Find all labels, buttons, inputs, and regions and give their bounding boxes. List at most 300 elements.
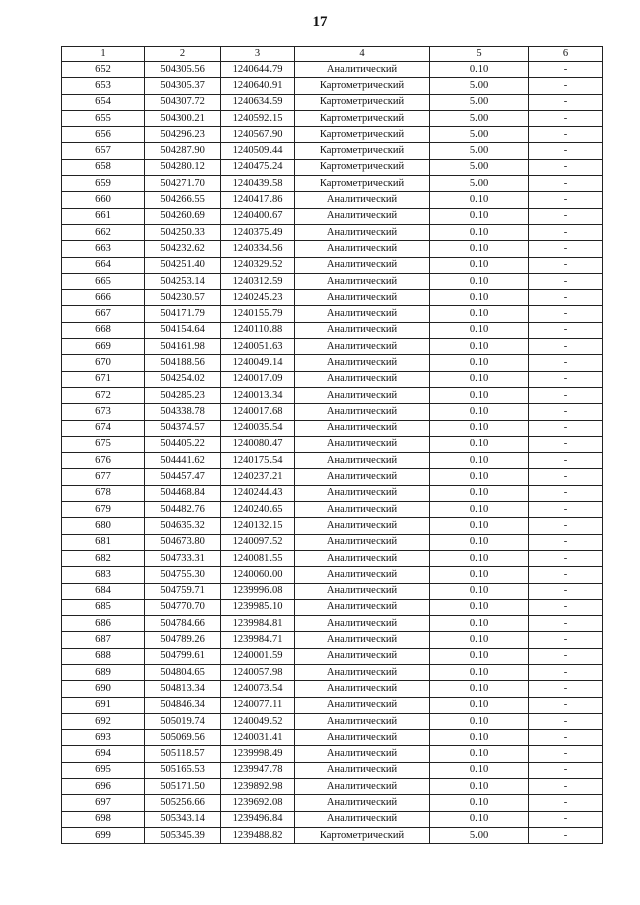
table-row bbox=[62, 306, 603, 322]
accuracy-cell: 0.10 bbox=[430, 730, 529, 746]
point-number-cell: 675 bbox=[62, 436, 145, 452]
point-number-cell: 680 bbox=[62, 518, 145, 534]
point-number-cell: 679 bbox=[62, 502, 145, 518]
note-cell: - bbox=[529, 339, 603, 355]
table-row bbox=[62, 599, 603, 615]
method-cell: Аналитический bbox=[295, 795, 430, 811]
x-coordinate-cell: 505069.56 bbox=[145, 730, 221, 746]
note-cell: - bbox=[529, 436, 603, 452]
x-coordinate-cell: 504254.02 bbox=[145, 371, 221, 387]
accuracy-cell: 0.10 bbox=[430, 371, 529, 387]
note-cell: - bbox=[529, 534, 603, 550]
y-coordinate-cell: 1240017.09 bbox=[221, 371, 295, 387]
accuracy-cell: 0.10 bbox=[430, 779, 529, 795]
point-number-cell: 659 bbox=[62, 176, 145, 192]
table-row bbox=[62, 713, 603, 729]
point-number-cell: 658 bbox=[62, 159, 145, 175]
y-coordinate-cell: 1240634.59 bbox=[221, 94, 295, 110]
table-row bbox=[62, 697, 603, 713]
method-cell: Аналитический bbox=[295, 436, 430, 452]
method-cell: Аналитический bbox=[295, 371, 430, 387]
y-coordinate-cell: 1240240.65 bbox=[221, 502, 295, 518]
note-cell: - bbox=[529, 159, 603, 175]
x-coordinate-cell: 504733.31 bbox=[145, 550, 221, 566]
x-coordinate-cell: 504789.26 bbox=[145, 632, 221, 648]
method-cell: Аналитический bbox=[295, 208, 430, 224]
table-row bbox=[62, 762, 603, 778]
accuracy-cell: 0.10 bbox=[430, 534, 529, 550]
note-cell: - bbox=[529, 648, 603, 664]
table-row bbox=[62, 371, 603, 387]
table-body bbox=[62, 62, 603, 844]
x-coordinate-cell: 504285.23 bbox=[145, 387, 221, 403]
x-coordinate-cell: 504784.66 bbox=[145, 616, 221, 632]
table-row bbox=[62, 469, 603, 485]
x-coordinate-cell: 504250.33 bbox=[145, 224, 221, 240]
method-cell: Картометрический bbox=[295, 143, 430, 159]
note-cell: - bbox=[529, 567, 603, 583]
method-cell: Аналитический bbox=[295, 339, 430, 355]
note-cell: - bbox=[529, 387, 603, 403]
accuracy-cell: 5.00 bbox=[430, 827, 529, 843]
y-coordinate-cell: 1240245.23 bbox=[221, 290, 295, 306]
accuracy-cell: 0.10 bbox=[430, 583, 529, 599]
method-cell: Аналитический bbox=[295, 599, 430, 615]
accuracy-cell: 0.10 bbox=[430, 681, 529, 697]
y-coordinate-cell: 1240640.91 bbox=[221, 78, 295, 94]
point-number-cell: 660 bbox=[62, 192, 145, 208]
table-row bbox=[62, 730, 603, 746]
y-coordinate-cell: 1240475.24 bbox=[221, 159, 295, 175]
table-row bbox=[62, 616, 603, 632]
y-coordinate-cell: 1239892.98 bbox=[221, 779, 295, 795]
accuracy-cell: 0.10 bbox=[430, 518, 529, 534]
x-coordinate-cell: 504635.32 bbox=[145, 518, 221, 534]
note-cell: - bbox=[529, 290, 603, 306]
point-number-cell: 670 bbox=[62, 355, 145, 371]
x-coordinate-cell: 504232.62 bbox=[145, 241, 221, 257]
table-row bbox=[62, 502, 603, 518]
x-coordinate-cell: 505165.53 bbox=[145, 762, 221, 778]
y-coordinate-cell: 1240001.59 bbox=[221, 648, 295, 664]
method-cell: Аналитический bbox=[295, 518, 430, 534]
accuracy-cell: 0.10 bbox=[430, 387, 529, 403]
point-number-cell: 677 bbox=[62, 469, 145, 485]
table-row bbox=[62, 110, 603, 126]
x-coordinate-cell: 505019.74 bbox=[145, 713, 221, 729]
x-coordinate-cell: 504300.21 bbox=[145, 110, 221, 126]
table-row bbox=[62, 420, 603, 436]
method-cell: Аналитический bbox=[295, 648, 430, 664]
method-cell: Картометрический bbox=[295, 127, 430, 143]
coordinates-table bbox=[61, 46, 603, 844]
x-coordinate-cell: 504673.80 bbox=[145, 534, 221, 550]
note-cell: - bbox=[529, 469, 603, 485]
point-number-cell: 673 bbox=[62, 404, 145, 420]
table-row bbox=[62, 127, 603, 143]
y-coordinate-cell: 1240031.41 bbox=[221, 730, 295, 746]
x-coordinate-cell: 504813.34 bbox=[145, 681, 221, 697]
accuracy-cell: 5.00 bbox=[430, 143, 529, 159]
method-cell: Аналитический bbox=[295, 697, 430, 713]
y-coordinate-cell: 1240049.14 bbox=[221, 355, 295, 371]
table-row bbox=[62, 681, 603, 697]
table-row bbox=[62, 518, 603, 534]
table-row bbox=[62, 78, 603, 94]
accuracy-cell: 0.10 bbox=[430, 62, 529, 78]
accuracy-cell: 0.10 bbox=[430, 746, 529, 762]
x-coordinate-cell: 504253.14 bbox=[145, 273, 221, 289]
y-coordinate-cell: 1240417.86 bbox=[221, 192, 295, 208]
x-coordinate-cell: 505118.57 bbox=[145, 746, 221, 762]
point-number-cell: 696 bbox=[62, 779, 145, 795]
y-coordinate-cell: 1239947.78 bbox=[221, 762, 295, 778]
method-cell: Аналитический bbox=[295, 273, 430, 289]
y-coordinate-cell: 1240329.52 bbox=[221, 257, 295, 273]
table-row bbox=[62, 339, 603, 355]
note-cell: - bbox=[529, 78, 603, 94]
point-number-cell: 687 bbox=[62, 632, 145, 648]
table-header-row bbox=[62, 47, 603, 62]
method-cell: Аналитический bbox=[295, 632, 430, 648]
table-row bbox=[62, 664, 603, 680]
y-coordinate-cell: 1240334.56 bbox=[221, 241, 295, 257]
table-row bbox=[62, 648, 603, 664]
y-coordinate-cell: 1240567.90 bbox=[221, 127, 295, 143]
note-cell: - bbox=[529, 371, 603, 387]
x-coordinate-cell: 504374.57 bbox=[145, 420, 221, 436]
y-coordinate-cell: 1240081.55 bbox=[221, 550, 295, 566]
point-number-cell: 693 bbox=[62, 730, 145, 746]
x-coordinate-cell: 504271.70 bbox=[145, 176, 221, 192]
x-coordinate-cell: 505343.14 bbox=[145, 811, 221, 827]
table-row bbox=[62, 273, 603, 289]
accuracy-cell: 0.10 bbox=[430, 224, 529, 240]
accuracy-cell: 0.10 bbox=[430, 762, 529, 778]
x-coordinate-cell: 504799.61 bbox=[145, 648, 221, 664]
method-cell: Аналитический bbox=[295, 534, 430, 550]
point-number-cell: 683 bbox=[62, 567, 145, 583]
accuracy-cell: 0.10 bbox=[430, 664, 529, 680]
x-coordinate-cell: 504441.62 bbox=[145, 453, 221, 469]
point-number-cell: 671 bbox=[62, 371, 145, 387]
x-coordinate-cell: 504755.30 bbox=[145, 567, 221, 583]
method-cell: Аналитический bbox=[295, 192, 430, 208]
y-coordinate-cell: 1240439.58 bbox=[221, 176, 295, 192]
note-cell: - bbox=[529, 485, 603, 501]
y-coordinate-cell: 1239488.82 bbox=[221, 827, 295, 843]
point-number-cell: 692 bbox=[62, 713, 145, 729]
accuracy-cell: 0.10 bbox=[430, 485, 529, 501]
y-coordinate-cell: 1240051.63 bbox=[221, 339, 295, 355]
point-number-cell: 676 bbox=[62, 453, 145, 469]
y-coordinate-cell: 1240013.34 bbox=[221, 387, 295, 403]
x-coordinate-cell: 504759.71 bbox=[145, 583, 221, 599]
note-cell: - bbox=[529, 746, 603, 762]
note-cell: - bbox=[529, 779, 603, 795]
table-row bbox=[62, 192, 603, 208]
point-number-cell: 666 bbox=[62, 290, 145, 306]
method-cell: Аналитический bbox=[295, 550, 430, 566]
x-coordinate-cell: 504770.70 bbox=[145, 599, 221, 615]
accuracy-cell: 0.10 bbox=[430, 713, 529, 729]
note-cell: - bbox=[529, 664, 603, 680]
x-coordinate-cell: 504154.64 bbox=[145, 322, 221, 338]
note-cell: - bbox=[529, 616, 603, 632]
table-row bbox=[62, 143, 603, 159]
x-coordinate-cell: 504457.47 bbox=[145, 469, 221, 485]
accuracy-cell: 0.10 bbox=[430, 208, 529, 224]
x-coordinate-cell: 504188.56 bbox=[145, 355, 221, 371]
accuracy-cell: 0.10 bbox=[430, 811, 529, 827]
point-number-cell: 685 bbox=[62, 599, 145, 615]
point-number-cell: 684 bbox=[62, 583, 145, 599]
table-row bbox=[62, 176, 603, 192]
x-coordinate-cell: 504280.12 bbox=[145, 159, 221, 175]
accuracy-cell: 0.10 bbox=[430, 599, 529, 615]
point-number-cell: 690 bbox=[62, 681, 145, 697]
x-coordinate-cell: 504230.57 bbox=[145, 290, 221, 306]
accuracy-cell: 0.10 bbox=[430, 339, 529, 355]
y-coordinate-cell: 1239496.84 bbox=[221, 811, 295, 827]
x-coordinate-cell: 505345.39 bbox=[145, 827, 221, 843]
accuracy-cell: 0.10 bbox=[430, 290, 529, 306]
column-header-1: 1 bbox=[62, 47, 145, 62]
y-coordinate-cell: 1240132.15 bbox=[221, 518, 295, 534]
method-cell: Картометрический bbox=[295, 110, 430, 126]
note-cell: - bbox=[529, 453, 603, 469]
y-coordinate-cell: 1240400.67 bbox=[221, 208, 295, 224]
point-number-cell: 652 bbox=[62, 62, 145, 78]
point-number-cell: 667 bbox=[62, 306, 145, 322]
accuracy-cell: 0.10 bbox=[430, 241, 529, 257]
method-cell: Картометрический bbox=[295, 94, 430, 110]
note-cell: - bbox=[529, 110, 603, 126]
point-number-cell: 681 bbox=[62, 534, 145, 550]
y-coordinate-cell: 1240244.43 bbox=[221, 485, 295, 501]
note-cell: - bbox=[529, 827, 603, 843]
note-cell: - bbox=[529, 192, 603, 208]
y-coordinate-cell: 1240110.88 bbox=[221, 322, 295, 338]
accuracy-cell: 0.10 bbox=[430, 420, 529, 436]
x-coordinate-cell: 504846.34 bbox=[145, 697, 221, 713]
point-number-cell: 665 bbox=[62, 273, 145, 289]
note-cell: - bbox=[529, 599, 603, 615]
method-cell: Аналитический bbox=[295, 713, 430, 729]
column-header-5: 5 bbox=[430, 47, 529, 62]
column-header-3: 3 bbox=[221, 47, 295, 62]
method-cell: Аналитический bbox=[295, 62, 430, 78]
method-cell: Аналитический bbox=[295, 306, 430, 322]
note-cell: - bbox=[529, 306, 603, 322]
method-cell: Аналитический bbox=[295, 469, 430, 485]
point-number-cell: 662 bbox=[62, 224, 145, 240]
table-row bbox=[62, 550, 603, 566]
table-row bbox=[62, 387, 603, 403]
x-coordinate-cell: 504338.78 bbox=[145, 404, 221, 420]
point-number-cell: 664 bbox=[62, 257, 145, 273]
table-row bbox=[62, 567, 603, 583]
method-cell: Аналитический bbox=[295, 762, 430, 778]
accuracy-cell: 5.00 bbox=[430, 110, 529, 126]
table-row bbox=[62, 632, 603, 648]
point-number-cell: 656 bbox=[62, 127, 145, 143]
table-row bbox=[62, 534, 603, 550]
column-header-4: 4 bbox=[295, 47, 430, 62]
point-number-cell: 698 bbox=[62, 811, 145, 827]
table-row bbox=[62, 827, 603, 843]
method-cell: Аналитический bbox=[295, 404, 430, 420]
y-coordinate-cell: 1240060.00 bbox=[221, 567, 295, 583]
method-cell: Аналитический bbox=[295, 664, 430, 680]
note-cell: - bbox=[529, 550, 603, 566]
method-cell: Аналитический bbox=[295, 387, 430, 403]
accuracy-cell: 5.00 bbox=[430, 176, 529, 192]
note-cell: - bbox=[529, 355, 603, 371]
table-row bbox=[62, 159, 603, 175]
point-number-cell: 653 bbox=[62, 78, 145, 94]
x-coordinate-cell: 504804.65 bbox=[145, 664, 221, 680]
method-cell: Аналитический bbox=[295, 224, 430, 240]
table-row bbox=[62, 795, 603, 811]
y-coordinate-cell: 1240175.54 bbox=[221, 453, 295, 469]
accuracy-cell: 5.00 bbox=[430, 94, 529, 110]
accuracy-cell: 0.10 bbox=[430, 795, 529, 811]
note-cell: - bbox=[529, 322, 603, 338]
note-cell: - bbox=[529, 632, 603, 648]
accuracy-cell: 0.10 bbox=[430, 550, 529, 566]
note-cell: - bbox=[529, 257, 603, 273]
note-cell: - bbox=[529, 730, 603, 746]
method-cell: Картометрический bbox=[295, 827, 430, 843]
table-row bbox=[62, 779, 603, 795]
table-row bbox=[62, 811, 603, 827]
table-row bbox=[62, 453, 603, 469]
point-number-cell: 688 bbox=[62, 648, 145, 664]
x-coordinate-cell: 505171.50 bbox=[145, 779, 221, 795]
accuracy-cell: 5.00 bbox=[430, 127, 529, 143]
point-number-cell: 686 bbox=[62, 616, 145, 632]
accuracy-cell: 0.10 bbox=[430, 453, 529, 469]
note-cell: - bbox=[529, 176, 603, 192]
table-row bbox=[62, 208, 603, 224]
x-coordinate-cell: 504307.72 bbox=[145, 94, 221, 110]
table-row bbox=[62, 290, 603, 306]
accuracy-cell: 0.10 bbox=[430, 404, 529, 420]
point-number-cell: 661 bbox=[62, 208, 145, 224]
accuracy-cell: 0.10 bbox=[430, 192, 529, 208]
table-row bbox=[62, 583, 603, 599]
point-number-cell: 695 bbox=[62, 762, 145, 778]
method-cell: Картометрический bbox=[295, 78, 430, 94]
accuracy-cell: 0.10 bbox=[430, 567, 529, 583]
table-row bbox=[62, 322, 603, 338]
note-cell: - bbox=[529, 697, 603, 713]
accuracy-cell: 0.10 bbox=[430, 306, 529, 322]
x-coordinate-cell: 504251.40 bbox=[145, 257, 221, 273]
accuracy-cell: 0.10 bbox=[430, 616, 529, 632]
note-cell: - bbox=[529, 502, 603, 518]
point-number-cell: 689 bbox=[62, 664, 145, 680]
note-cell: - bbox=[529, 681, 603, 697]
x-coordinate-cell: 504260.69 bbox=[145, 208, 221, 224]
note-cell: - bbox=[529, 224, 603, 240]
method-cell: Аналитический bbox=[295, 583, 430, 599]
y-coordinate-cell: 1240077.11 bbox=[221, 697, 295, 713]
table-row bbox=[62, 485, 603, 501]
accuracy-cell: 0.10 bbox=[430, 697, 529, 713]
table-row bbox=[62, 257, 603, 273]
table-row bbox=[62, 94, 603, 110]
method-cell: Аналитический bbox=[295, 567, 430, 583]
method-cell: Аналитический bbox=[295, 420, 430, 436]
method-cell: Аналитический bbox=[295, 746, 430, 762]
y-coordinate-cell: 1239996.08 bbox=[221, 583, 295, 599]
table-row bbox=[62, 436, 603, 452]
y-coordinate-cell: 1240057.98 bbox=[221, 664, 295, 680]
point-number-cell: 657 bbox=[62, 143, 145, 159]
method-cell: Аналитический bbox=[295, 485, 430, 501]
accuracy-cell: 0.10 bbox=[430, 469, 529, 485]
x-coordinate-cell: 504266.55 bbox=[145, 192, 221, 208]
method-cell: Картометрический bbox=[295, 176, 430, 192]
accuracy-cell: 0.10 bbox=[430, 273, 529, 289]
y-coordinate-cell: 1240097.52 bbox=[221, 534, 295, 550]
column-header-2: 2 bbox=[145, 47, 221, 62]
method-cell: Аналитический bbox=[295, 616, 430, 632]
point-number-cell: 663 bbox=[62, 241, 145, 257]
note-cell: - bbox=[529, 795, 603, 811]
x-coordinate-cell: 504305.37 bbox=[145, 78, 221, 94]
y-coordinate-cell: 1240035.54 bbox=[221, 420, 295, 436]
note-cell: - bbox=[529, 127, 603, 143]
accuracy-cell: 0.10 bbox=[430, 502, 529, 518]
accuracy-cell: 0.10 bbox=[430, 355, 529, 371]
point-number-cell: 654 bbox=[62, 94, 145, 110]
method-cell: Аналитический bbox=[295, 257, 430, 273]
y-coordinate-cell: 1240592.15 bbox=[221, 110, 295, 126]
table-row bbox=[62, 241, 603, 257]
x-coordinate-cell: 504482.76 bbox=[145, 502, 221, 518]
note-cell: - bbox=[529, 811, 603, 827]
note-cell: - bbox=[529, 241, 603, 257]
x-coordinate-cell: 504468.84 bbox=[145, 485, 221, 501]
table-row bbox=[62, 746, 603, 762]
table-row bbox=[62, 224, 603, 240]
point-number-cell: 682 bbox=[62, 550, 145, 566]
x-coordinate-cell: 504405.22 bbox=[145, 436, 221, 452]
note-cell: - bbox=[529, 420, 603, 436]
table-row bbox=[62, 62, 603, 78]
point-number-cell: 669 bbox=[62, 339, 145, 355]
note-cell: - bbox=[529, 404, 603, 420]
y-coordinate-cell: 1240017.68 bbox=[221, 404, 295, 420]
method-cell: Аналитический bbox=[295, 453, 430, 469]
method-cell: Аналитический bbox=[295, 779, 430, 795]
method-cell: Аналитический bbox=[295, 502, 430, 518]
y-coordinate-cell: 1240312.59 bbox=[221, 273, 295, 289]
note-cell: - bbox=[529, 762, 603, 778]
y-coordinate-cell: 1240509.44 bbox=[221, 143, 295, 159]
x-coordinate-cell: 504287.90 bbox=[145, 143, 221, 159]
point-number-cell: 678 bbox=[62, 485, 145, 501]
note-cell: - bbox=[529, 518, 603, 534]
point-number-cell: 697 bbox=[62, 795, 145, 811]
point-number-cell: 655 bbox=[62, 110, 145, 126]
table-row bbox=[62, 404, 603, 420]
y-coordinate-cell: 1239984.71 bbox=[221, 632, 295, 648]
x-coordinate-cell: 505256.66 bbox=[145, 795, 221, 811]
